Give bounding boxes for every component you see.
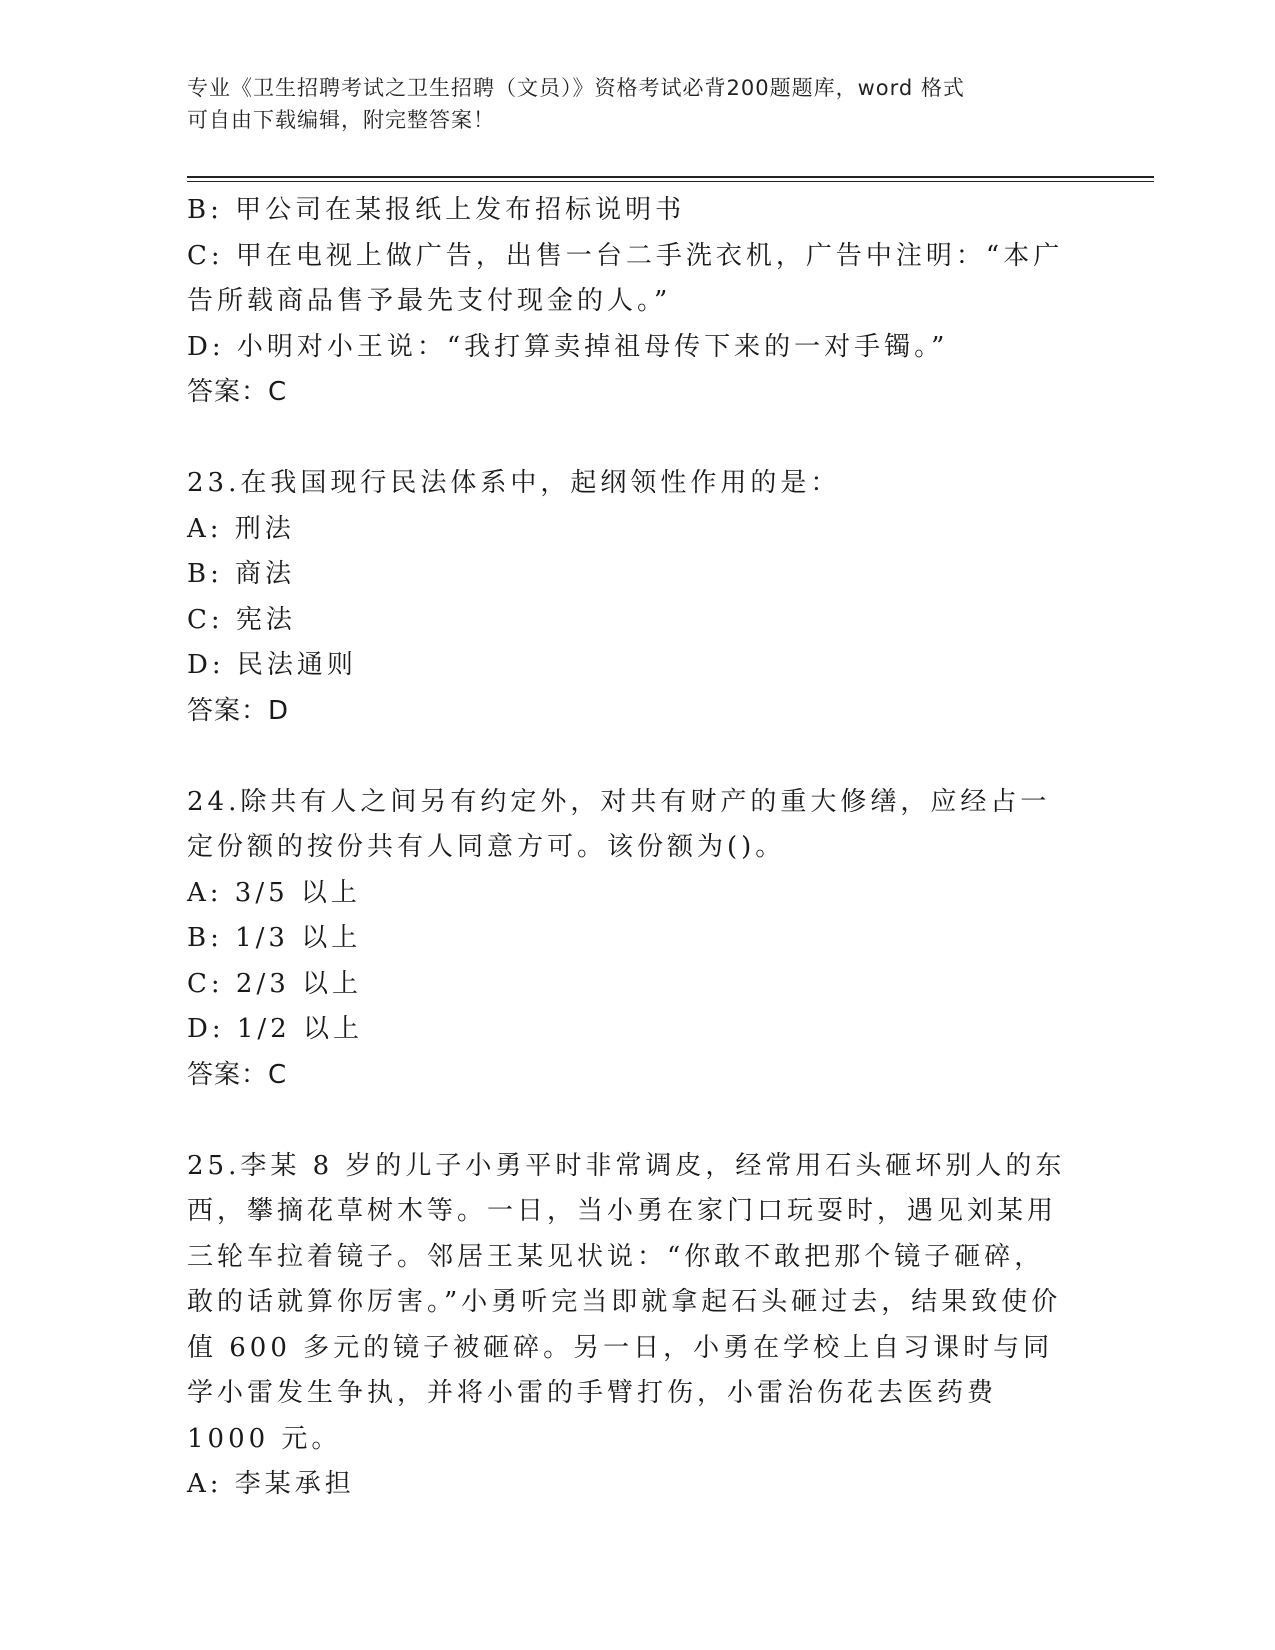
spacer — [187, 1098, 1067, 1144]
q23-option-d: D: 民法通则 — [187, 650, 357, 680]
q23-answer: 答案：D — [187, 695, 290, 726]
document-body — [187, 188, 1067, 1508]
header-title-line-2: 可自由下载编辑，附完整答案！ — [187, 108, 495, 132]
q23-question: 23.在我国现行民法体系中，起纲领性作用的是： — [187, 468, 841, 498]
q23-option-c: C: 宪法 — [187, 604, 296, 635]
header-title-line-1: 专业《卫生招聘考试之卫生招聘（文员）》资格考试必背200题题库，word 格式 — [187, 76, 965, 100]
page-header — [187, 72, 1087, 136]
question-25-block — [187, 1144, 1067, 1508]
spacer — [187, 734, 1067, 780]
q24-answer: 答案：C — [187, 1059, 288, 1090]
header-divider-thin — [187, 181, 1154, 182]
q23-option-b: B: 商法 — [187, 559, 296, 589]
q25-option-a: A: 李某承担 — [187, 1469, 355, 1499]
q22-option-d: D: 小明对小王说：“我打算卖掉祖母传下来的一对手镯。” — [187, 331, 949, 362]
q22-answer: 答案：C — [187, 377, 288, 407]
q22-option-b: B: 甲公司在某报纸上发布招标说明书 — [187, 195, 686, 225]
spacer — [187, 416, 1067, 462]
header-divider-thick — [187, 176, 1154, 178]
question-24-block — [187, 780, 1067, 1099]
q24-option-d: D: 1/2 以上 — [187, 1014, 363, 1044]
q23-option-a: A: 刑法 — [187, 513, 295, 544]
q24-question: 24.除共有人之间另有约定外，对共有财产的重大修缮，应经占一定份额的按份共有人同意方可。该份额为()。 — [187, 786, 1051, 862]
q24-option-c: C: 2/3 以上 — [187, 968, 363, 999]
q24-option-a: A: 3/5 以上 — [187, 877, 361, 908]
q24-option-b: B: 1/3 以上 — [187, 923, 362, 953]
question-22-block — [187, 188, 1067, 416]
question-23-block — [187, 461, 1067, 734]
q22-option-c: C: 甲在电视上做广告，出售一台二手洗衣机，广告中注明：“本广告所载商品售予最先支付现金的人。” — [187, 240, 1064, 316]
q25-question: 25.李某 8 岁的儿子小勇平时非常调皮，经常用石头砸坏别人的东西，攀摘花草树木等。一日，当小勇在家门口玩耍时，遇见刘某用三轮车拉着镜子。邻居王某见状说：“你敢不敢把那个镜子砸碎，敢的话就算你厉害。”小勇听完当即就拿起石头砸过去，结果致使价值 600 多元的镜子被砸碎。另一日，小勇在学校上自习课时与同学小雷发生争执，并将小雷的手臂打伤，小雷治伤花去医药费 1000 元。 — [187, 1150, 1066, 1454]
